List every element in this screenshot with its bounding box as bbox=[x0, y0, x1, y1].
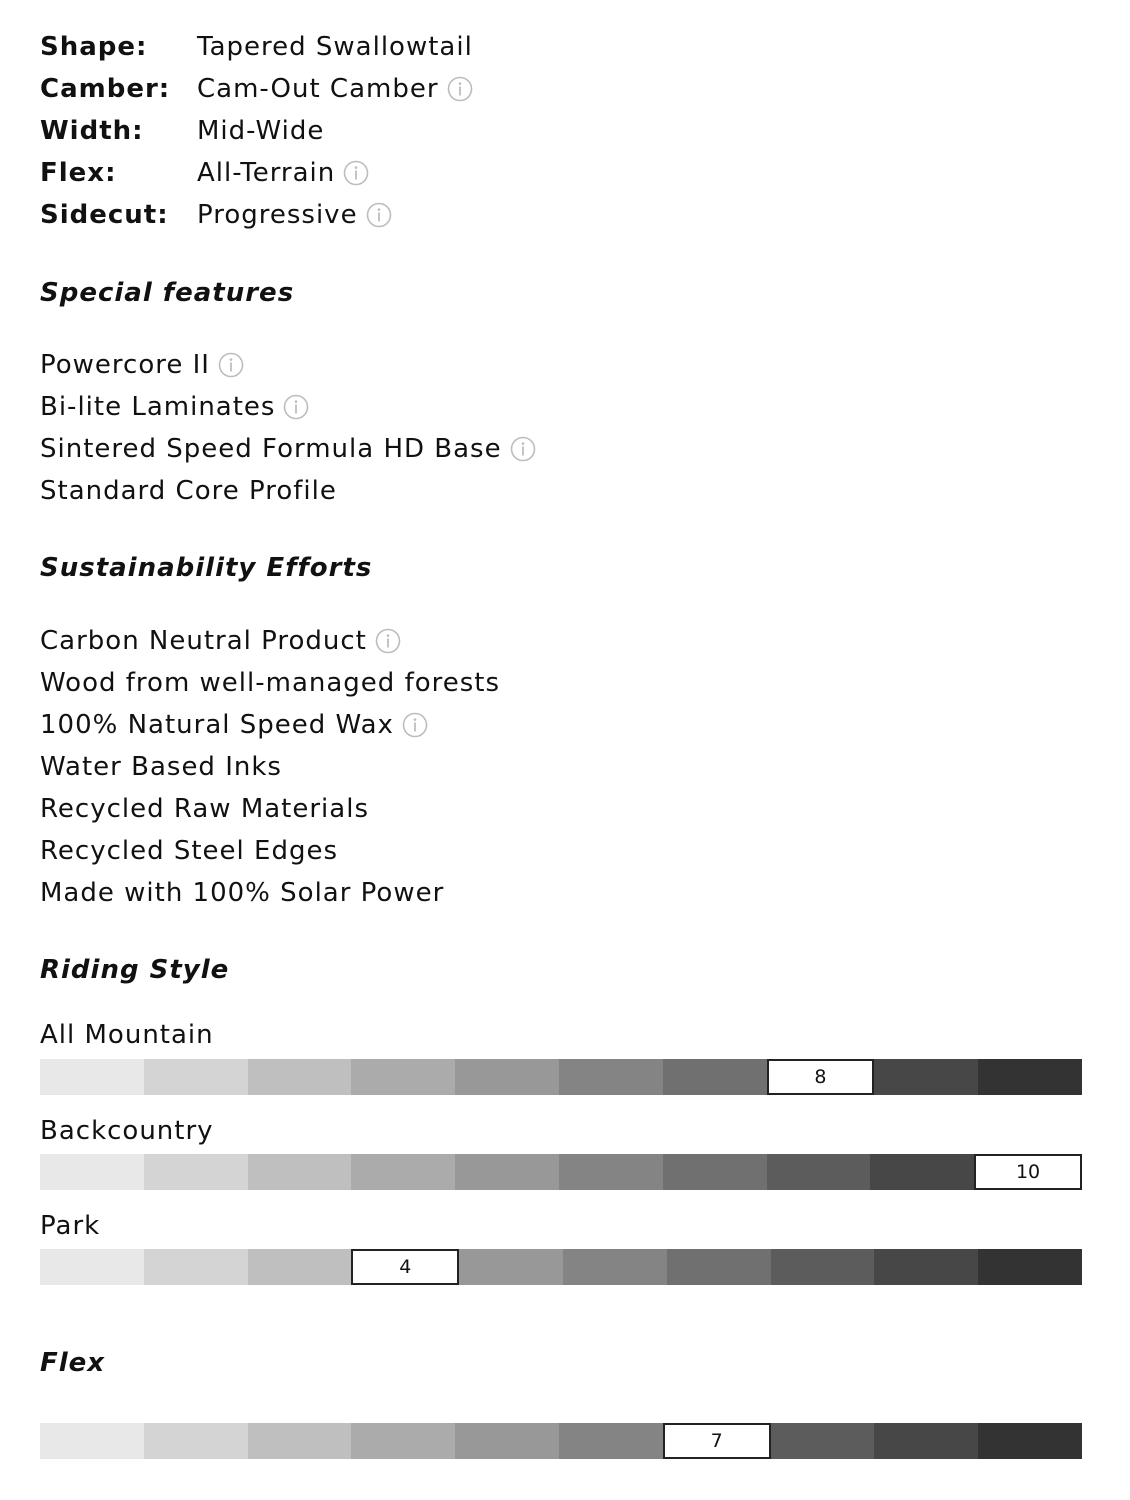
rating-segment bbox=[663, 1154, 767, 1190]
rating-segment bbox=[559, 1154, 663, 1190]
rating-segment bbox=[559, 1059, 663, 1095]
list-item bbox=[40, 620, 500, 662]
list-item bbox=[40, 386, 536, 428]
rating-value-label: 10 bbox=[1015, 1161, 1041, 1183]
rating-segment bbox=[144, 1423, 248, 1459]
list-item-label: Wood from well-managed forests bbox=[40, 668, 501, 698]
spec-value bbox=[197, 74, 473, 104]
rating-segment bbox=[870, 1154, 974, 1190]
rating-value-label: 4 bbox=[399, 1256, 412, 1278]
rating-segment bbox=[351, 1154, 455, 1190]
rating-segment bbox=[351, 1059, 455, 1095]
rating-segment bbox=[40, 1154, 144, 1190]
spec-key: Flex: bbox=[40, 158, 117, 188]
list-item-label: 100% Natural Speed Wax bbox=[40, 710, 394, 740]
list-item-label: Recycled Steel Edges bbox=[40, 836, 339, 866]
rating-segment bbox=[144, 1249, 248, 1285]
rating-segment bbox=[455, 1059, 559, 1095]
list-item-label: Recycled Raw Materials bbox=[40, 794, 369, 824]
list-item bbox=[40, 470, 536, 512]
rating-segment bbox=[874, 1059, 978, 1095]
rating-bar-park bbox=[40, 1249, 1082, 1285]
rating-label-backcountry: Backcountry bbox=[40, 1116, 214, 1146]
rating-segment bbox=[978, 1249, 1082, 1285]
rating-segment bbox=[455, 1154, 559, 1190]
list-item bbox=[40, 872, 500, 914]
list-item bbox=[40, 662, 500, 704]
list-item-label: Bi-lite Laminates bbox=[40, 392, 276, 422]
rating-segment bbox=[40, 1059, 144, 1095]
info-icon[interactable] bbox=[366, 202, 392, 228]
rating-segment bbox=[771, 1249, 875, 1285]
list-item-label: Standard Core Profile bbox=[40, 476, 337, 506]
rating-label-all-mountain: All Mountain bbox=[40, 1020, 214, 1050]
list-item-label: Powercore II bbox=[40, 350, 210, 380]
list-item bbox=[40, 830, 500, 872]
info-icon[interactable] bbox=[447, 76, 473, 102]
sustainability-list bbox=[40, 620, 500, 914]
info-icon[interactable] bbox=[343, 160, 369, 186]
spec-value bbox=[197, 116, 324, 146]
spec-value-text: Cam-Out Camber bbox=[197, 74, 439, 104]
spec-row-shape bbox=[40, 26, 473, 68]
rating-segment bbox=[874, 1249, 978, 1285]
rating-segment bbox=[248, 1423, 352, 1459]
spec-key: Camber: bbox=[40, 74, 171, 104]
list-item-label: Sintered Speed Formula HD Base bbox=[40, 434, 502, 464]
rating-value-marker bbox=[351, 1249, 459, 1285]
spec-value bbox=[197, 200, 392, 230]
rating-segment bbox=[248, 1059, 352, 1095]
list-item bbox=[40, 344, 536, 386]
spec-value bbox=[197, 32, 473, 62]
spec-row-width bbox=[40, 110, 473, 152]
rating-segment bbox=[248, 1249, 352, 1285]
info-icon[interactable] bbox=[218, 352, 244, 378]
spec-key: Width: bbox=[40, 116, 144, 146]
list-item-label: Water Based Inks bbox=[40, 752, 282, 782]
spec-value-text: Mid-Wide bbox=[197, 116, 325, 146]
list-item bbox=[40, 746, 500, 788]
rating-segment bbox=[455, 1423, 559, 1459]
info-icon[interactable] bbox=[375, 628, 401, 654]
rating-value-label: 7 bbox=[710, 1430, 723, 1452]
rating-bar-backcountry bbox=[40, 1154, 1082, 1190]
flex-title: Flex bbox=[40, 1348, 106, 1378]
special-features-list bbox=[40, 344, 536, 512]
rating-segment bbox=[144, 1059, 248, 1095]
rating-segment bbox=[767, 1154, 871, 1190]
spec-value-text: All-Terrain bbox=[197, 158, 336, 188]
rating-segment bbox=[144, 1154, 248, 1190]
rating-segment bbox=[978, 1423, 1082, 1459]
rating-segment bbox=[459, 1249, 563, 1285]
info-icon[interactable] bbox=[510, 436, 536, 462]
rating-bar-all-mountain bbox=[40, 1059, 1082, 1095]
sustainability-title: Sustainability Efforts bbox=[40, 553, 373, 583]
rating-segment bbox=[978, 1059, 1082, 1095]
rating-segment bbox=[667, 1249, 771, 1285]
list-item bbox=[40, 788, 500, 830]
rating-segment bbox=[351, 1423, 455, 1459]
rating-segment bbox=[40, 1249, 144, 1285]
spec-row-camber bbox=[40, 68, 473, 110]
rating-bar-flex bbox=[40, 1423, 1082, 1459]
spec-key: Sidecut: bbox=[40, 200, 169, 230]
spec-table bbox=[40, 26, 473, 236]
list-item-label: Carbon Neutral Product bbox=[40, 626, 367, 656]
list-item-label: Made with 100% Solar Power bbox=[40, 878, 445, 908]
rating-segment bbox=[563, 1249, 667, 1285]
rating-value-marker bbox=[767, 1059, 875, 1095]
rating-segment bbox=[559, 1423, 663, 1459]
rating-segment bbox=[248, 1154, 352, 1190]
spec-value bbox=[197, 158, 369, 188]
rating-segment bbox=[771, 1423, 875, 1459]
rating-value-marker bbox=[974, 1154, 1082, 1190]
rating-segment bbox=[874, 1423, 978, 1459]
special-features-title: Special features bbox=[40, 278, 295, 308]
spec-row-flex bbox=[40, 152, 473, 194]
rating-segment bbox=[663, 1059, 767, 1095]
rating-value-marker bbox=[663, 1423, 771, 1459]
info-icon[interactable] bbox=[402, 712, 428, 738]
list-item bbox=[40, 704, 500, 746]
spec-row-sidecut bbox=[40, 194, 473, 236]
spec-value-text: Tapered Swallowtail bbox=[197, 32, 473, 62]
spec-value-text: Progressive bbox=[197, 200, 358, 230]
rating-segment bbox=[40, 1423, 144, 1459]
riding-style-title: Riding Style bbox=[40, 955, 230, 985]
list-item bbox=[40, 428, 536, 470]
rating-value-label: 8 bbox=[814, 1066, 827, 1088]
info-icon[interactable] bbox=[283, 394, 309, 420]
spec-key: Shape: bbox=[40, 32, 148, 62]
rating-label-park: Park bbox=[40, 1211, 101, 1241]
